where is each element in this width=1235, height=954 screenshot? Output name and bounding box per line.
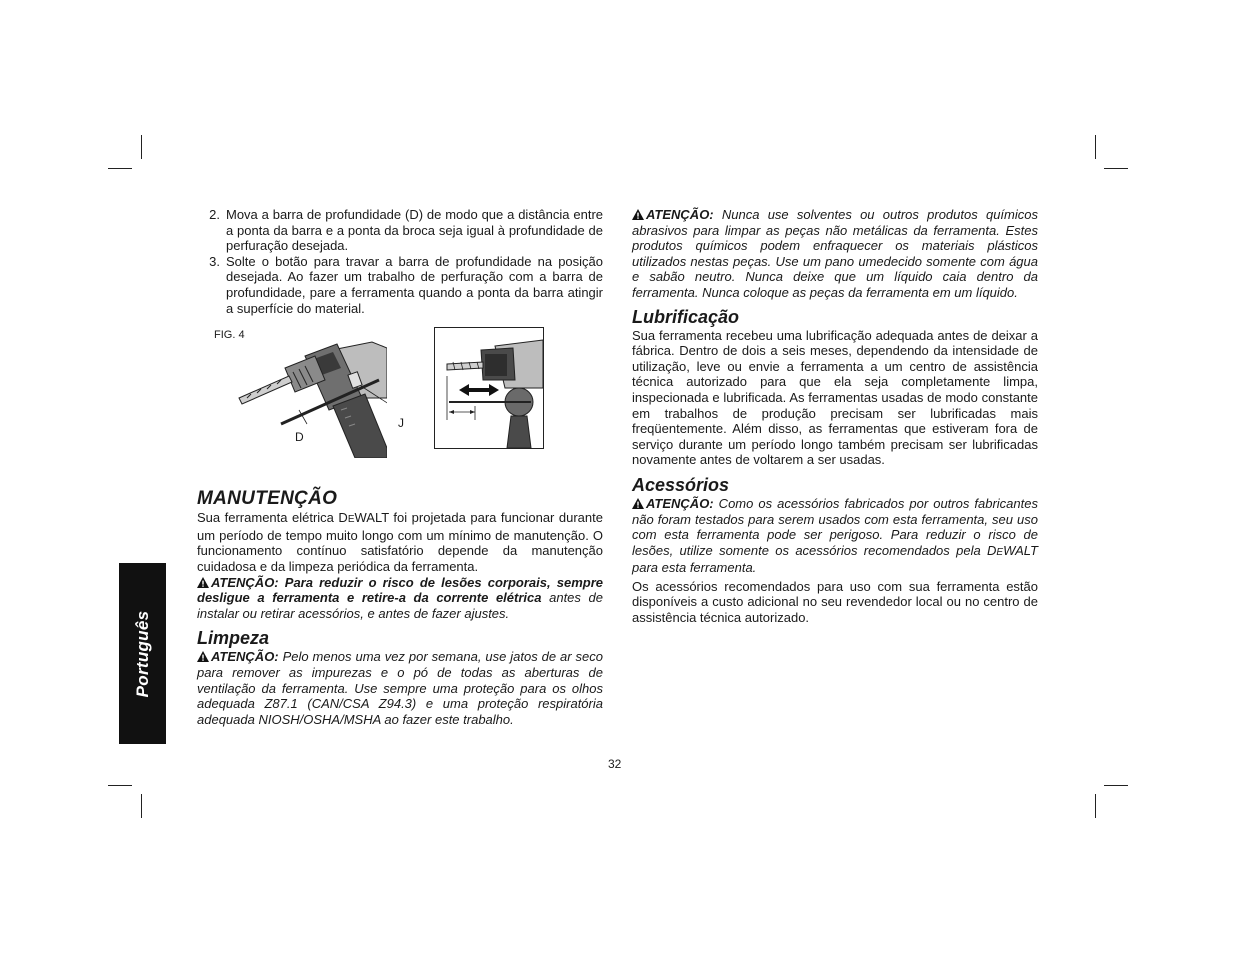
page-number: 32	[608, 757, 622, 771]
maintenance-heading: MANUTENÇÃO	[197, 488, 338, 510]
step-item	[197, 207, 603, 254]
warning-bold-text: ATENÇÃO:	[211, 649, 279, 665]
brand-smallcaps: E	[996, 546, 1004, 558]
crop-mark	[1095, 135, 1096, 159]
warning-bold-text: ATENÇÃO:	[646, 495, 714, 511]
warning-text: Como os acessórios fabricados por outros fabricantes não foram testados para serem usados com esta ferramenta, seu uso com esta ferramenta pode ser perigoso. Para reduzir o risco de lesões, utilize somente os acessórios recomendados pela D	[632, 495, 1038, 558]
accessories-warning	[632, 496, 1038, 576]
label-j: J	[398, 416, 404, 431]
brand-smallcaps: E	[347, 514, 355, 526]
warning-bold-text: ATENÇÃO: Para reduzir o risco de lesões corporais, sempre desligue a ferramenta e retire-a da corrente elétrica	[197, 574, 603, 606]
warning-text: antes de instalar ou retirar acessórios, e antes de fazer ajustes.	[197, 590, 603, 621]
lubrication-heading: Lubrificação	[632, 306, 740, 327]
step-number: 3.	[209, 253, 220, 269]
figure-label: FIG. 4	[214, 329, 245, 342]
maintenance-text	[197, 510, 603, 574]
step-item	[197, 254, 603, 316]
crop-mark	[141, 794, 142, 818]
steps-list	[197, 207, 603, 316]
crop-mark	[108, 168, 132, 169]
language-label: Português	[132, 610, 152, 697]
crop-mark	[1095, 794, 1096, 818]
crop-mark	[108, 785, 132, 786]
figure-4	[197, 324, 603, 472]
language-side-tab	[119, 563, 166, 744]
label-d: D	[295, 430, 304, 445]
cleaning-heading: Limpeza	[197, 628, 270, 649]
cleaning-warning	[197, 649, 603, 727]
warning-triangle-icon	[632, 498, 644, 509]
accessories-heading: Acessórios	[632, 474, 730, 495]
maintenance-warning	[197, 575, 603, 622]
warning-text: Pelo menos uma vez por semana, use jatos de ar seco para remover as impurezas e o pó de todas as aberturas de ventilação da ferramenta. Use sempre uma proteção para os olhos adequada Z87.1 (CAN/CSA Z94.3) e uma proteção respiratória adequada NIOSH/OSHA/MSHA ao fazer este trabalho.	[197, 649, 603, 727]
text-span: Sua ferramenta elétrica D	[197, 510, 348, 526]
warning-triangle-icon	[197, 651, 209, 662]
crop-mark	[1104, 168, 1128, 169]
step-number: 2.	[209, 207, 220, 222]
warning-triangle-icon	[632, 209, 644, 220]
depth-adjust-illustration	[434, 327, 544, 449]
warning-text: Nunca use solventes ou outros produtos químicos abrasivos para limpar as peças não metálicas da ferramenta. Estes produtos químicos podem enfraquecer os materiais plásticos utilizados nestas peças. Use um pano umedecido somente com água e sabão neutro. Nunca deixe que um líquido caia dentro da ferramenta. Nunca coloque as peças da ferramenta em um líquido.	[632, 207, 1038, 300]
warning-text: WALT para esta ferramenta.	[632, 542, 1038, 576]
step-text: Mova a barra de profundidade (D) de modo que a distância entre a ponta da barra e a ponta da broca seja igual à profundidade de perfuração desejada.	[226, 207, 603, 254]
accessories-text: Os acessórios recomendados para uso com sua ferramenta estão disponíveis a custo adicional no seu revendedor local ou no centro de assistência técnica autorizado.	[632, 578, 1038, 626]
solvent-warning	[632, 207, 1038, 301]
warning-triangle-icon	[197, 577, 209, 588]
step-text: Solte o botão para travar a barra de profundidade na posição desejada. Ao fazer um trabalho de perfuração com a barra de profundidade, pare a ferramenta quando a ponta da barra atingir a superfície do material.	[226, 253, 603, 316]
crop-mark	[1104, 785, 1128, 786]
drill-depth-rod-illustration	[237, 328, 387, 458]
lubrication-text: Sua ferramenta recebeu uma lubrificação adequada antes de deixar a fábrica. Dentro de dois a seis meses, dependendo da intensidade de utilização, leve ou envie a ferramenta a um centro de assistência técnica autorizado para que ela seja completamente limpa, inspecionada e lubrificada. As ferramentas usadas de modo constante em trabalhos de produção precisam ser lubrificadas mais freqüentemente. Além disso, as ferramentas que estiveram fora de serviço durante um período longo também precisam ser lubrificadas novamente antes de voltarem a ser usadas.	[632, 327, 1038, 468]
left-column	[197, 207, 603, 727]
right-column	[632, 207, 1038, 626]
crop-mark	[141, 135, 142, 159]
text-span: WALT foi projetada para funcionar durante um período de tempo muito longo com um mínimo de manutenção. O funcionamento contínuo satisfatório depende da manutenção cuidadosa e da limpeza periódica da ferramenta.	[197, 510, 603, 574]
warning-bold-text: ATENÇÃO:	[646, 207, 714, 222]
